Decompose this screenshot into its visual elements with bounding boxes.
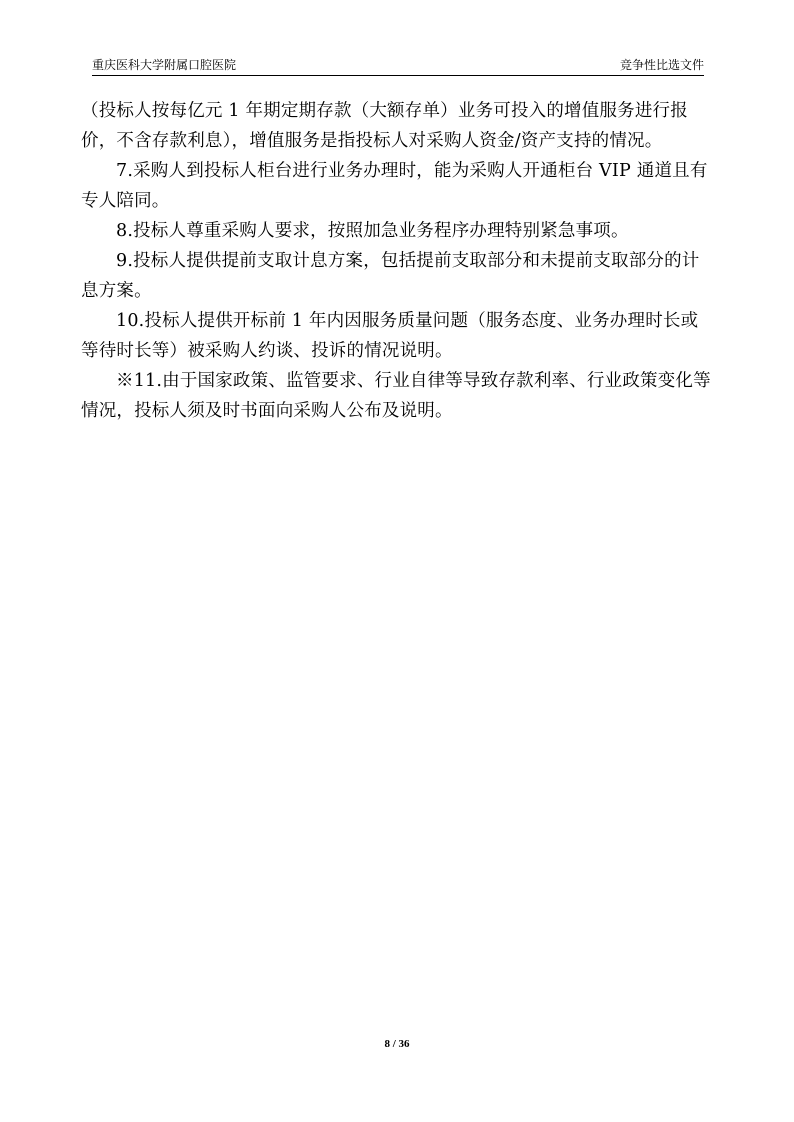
paragraph-item-7: 7.采购人到投标人柜台进行业务办理时，能为采购人开通柜台 VIP 通道且有专人陪同。 [81,161,708,211]
page-number: 8 / 36 [384,1038,410,1050]
document-body [81,96,715,426]
paragraph-item-8: 8.投标人尊重采购人要求，按照加急业务程序办理特别紧急事项。 [116,221,629,241]
paragraph-item-10: 10.投标人提供开标前 1 年内因服务质量问题（服务态度、业务办理时长或等待时长等）被采购人约谈、投诉的情况说明。 [81,311,699,361]
paragraph-item-9: 9.投标人提供提前支取计息方案，包括提前支取部分和未提前支取部分的计息方案。 [81,251,700,301]
header-hospital-name: 重庆医科大学附属口腔医院 [92,58,237,72]
header-document-type: 竞争性比选文件 [619,58,704,72]
paragraph-continuation: （投标人按每亿元 1 年期定期存款（大额存单）业务可投入的增值服务进行报价，不含存款利息），增值服务是指投标人对采购人资金/资产支持的情况。 [81,101,688,151]
page-header [92,54,704,76]
header-divider [92,75,704,76]
paragraph-item-11: ※11.由于国家政策、监管要求、行业自律等导致存款利率、行业政策变化等情况，投标人须及时书面向采购人公布及说明。 [81,371,711,421]
